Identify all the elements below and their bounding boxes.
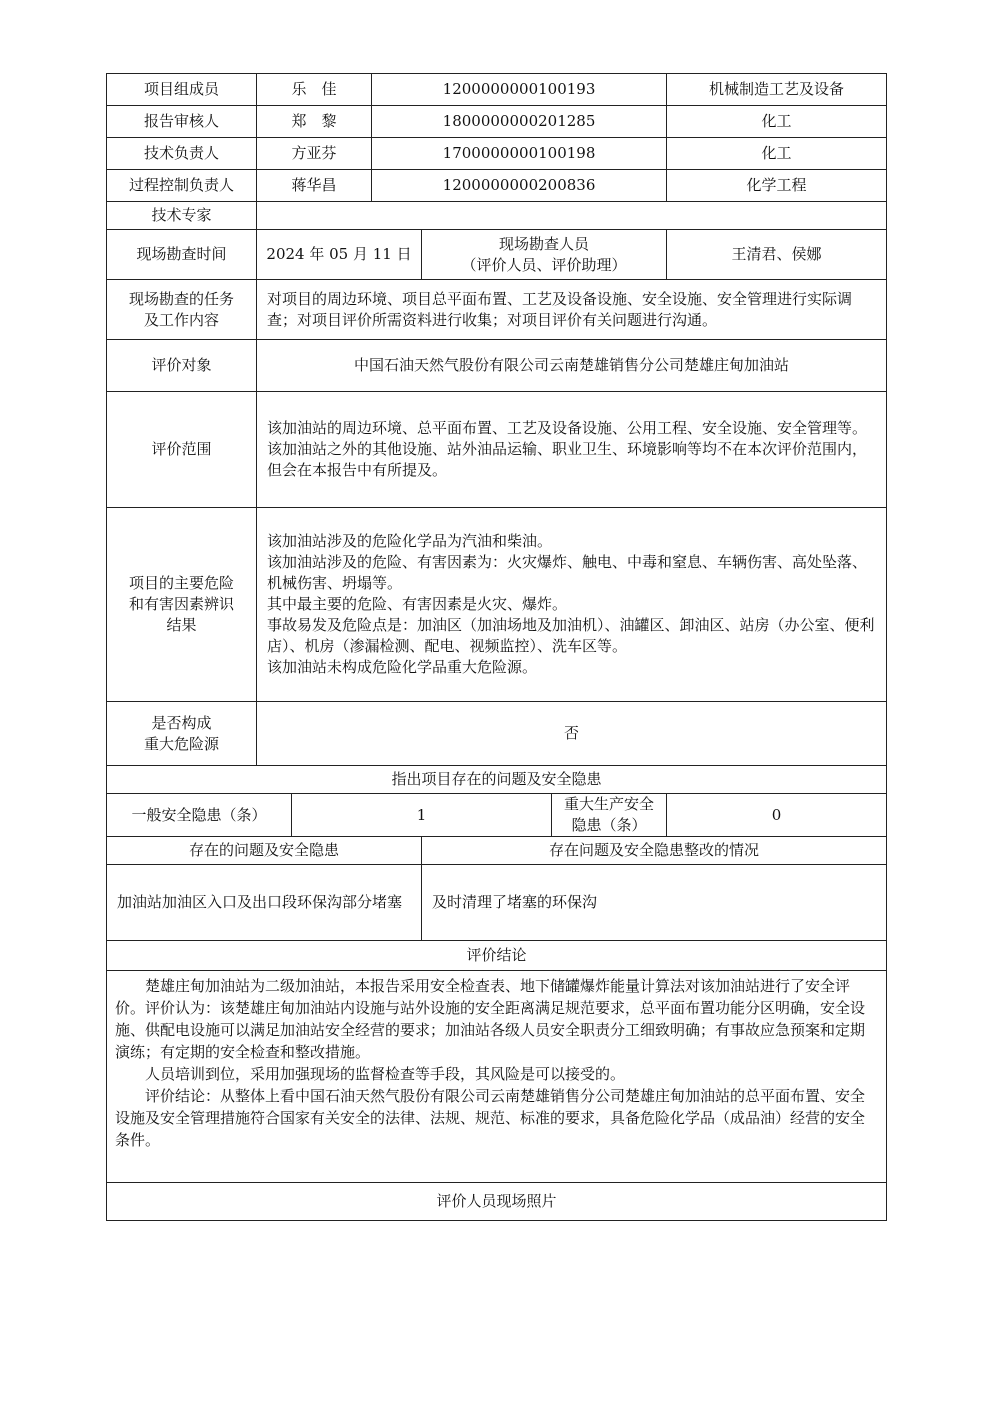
survey-row — [107, 230, 887, 280]
general-hazard-label: 一般安全隐患（条） — [107, 794, 292, 837]
major-hazard-label-line: 是否构成 — [151, 713, 212, 732]
scope-text — [257, 392, 887, 508]
conclusion-paragraph: 人员培训到位，采用加强现场的监督检查等手段，其风险是可以接受的。 — [145, 1065, 626, 1083]
report-table — [106, 73, 887, 1221]
conclusion-paragraph: 楚雄庄甸加油站为二级加油站，本报告采用安全检查表、地下储罐爆炸能量计算法对该加油站进行了安全评价。评价认为：该楚雄庄甸加油站内设施与站外设施的安全距离满足规范要求，总平面布置功能分区明确，安全设施、供配电设施可以满足加油站安全经营的要求；加油站各级人员安全职责分工细致明确；有事故应急预案和定期演练；有定期的安全检查和整改措施。 — [115, 977, 866, 1061]
conclusion-row — [107, 971, 887, 1183]
survey-time-value: 2024 年 05 月 11 日 — [257, 230, 422, 280]
hazards-paragraph: 事故易发及危险点是：加油区（加油场地及加油机）、油罐区、卸油区、站房（办公室、便利店）、机房（渗漏检测、配电、视频监控）、洗车区等。 — [267, 616, 875, 655]
member-row — [107, 170, 887, 202]
major-hazard-label-line: 重大危险源 — [143, 734, 219, 753]
hazards-paragraph: 其中最主要的危险、有害因素是火灾、爆炸。 — [267, 595, 568, 613]
task-text: 对项目的周边环境、项目总平面布置、工艺及设备设施、安全设施、安全管理进行实际调查；对项目评价所需资料进行收集；对项目评价有关问题进行沟通。 — [257, 280, 887, 340]
conclusion-heading-row — [107, 941, 887, 971]
member-major: 机械制造工艺及设备 — [667, 74, 887, 106]
member-role: 报告审核人 — [107, 106, 257, 138]
hazards-label-line: 项目的主要危险 — [128, 574, 234, 592]
evaluation-report-page — [106, 73, 886, 1221]
survey-people-label-line: （评价人员、评价助理） — [461, 255, 627, 274]
task-label-line: 及工作内容 — [143, 310, 219, 329]
task-row — [107, 280, 887, 340]
member-cert: 1200000000100193 — [372, 74, 667, 106]
member-cert: 1200000000200836 — [372, 170, 667, 202]
problem-text: 加油站加油区入口及出口段环保沟部分堵塞 — [107, 865, 422, 941]
problem-column-header: 存在的问题及安全隐患 — [107, 837, 422, 865]
tech-expert-row — [107, 202, 887, 230]
hazards-label — [107, 508, 257, 702]
object-label: 评价对象 — [107, 340, 257, 392]
object-text: 中国石油天然气股份有限公司云南楚雄销售分公司楚雄庄甸加油站 — [257, 340, 887, 392]
fix-column-header: 存在问题及安全隐患整改的情况 — [422, 837, 887, 865]
task-label — [107, 280, 257, 340]
member-row — [107, 74, 887, 106]
survey-people-label-line: 现场勘查人员 — [499, 234, 590, 253]
member-role: 项目组成员 — [107, 74, 257, 106]
scope-paragraph: 该加油站之外的其他设施、站外油品运输、职业卫生、环境影响等均不在本次评价范围内，但会在本报告中有所提及。 — [267, 440, 868, 479]
major-hazard-row — [107, 702, 887, 766]
photos-heading-row — [107, 1183, 887, 1221]
member-name: 方亚芬 — [257, 138, 372, 170]
fix-text: 及时清理了堵塞的环保沟 — [422, 865, 887, 941]
member-row — [107, 106, 887, 138]
member-cert: 1800000000201285 — [372, 106, 667, 138]
major-hazard-count: 0 — [667, 794, 887, 837]
conclusion-heading: 评价结论 — [107, 941, 887, 971]
tech-expert-value — [257, 202, 887, 230]
scope-label: 评价范围 — [107, 392, 257, 508]
hazards-text — [257, 508, 887, 702]
conclusion-paragraph: 评价结论：从整体上看中国石油天然气股份有限公司云南楚雄销售分公司楚雄庄甸加油站的总平面布置、安全设施及安全管理措施符合国家有关安全的法律、法规、规范、标准的要求，具备危险化学品（成品油）经营的安全条件。 — [115, 1087, 866, 1149]
member-cert: 1700000000100198 — [372, 138, 667, 170]
member-major: 化学工程 — [667, 170, 887, 202]
issues-heading: 指出项目存在的问题及安全隐患 — [107, 766, 887, 794]
hazards-label-line: 结果 — [166, 616, 197, 634]
major-hazard-label — [107, 702, 257, 766]
member-name: 蒋华昌 — [257, 170, 372, 202]
scope-row — [107, 392, 887, 508]
hazards-paragraph: 该加油站未构成危险化学品重大危险源。 — [267, 658, 538, 676]
tech-expert-label: 技术专家 — [107, 202, 257, 230]
member-major: 化工 — [667, 138, 887, 170]
survey-people-label — [422, 230, 667, 280]
survey-people-value: 王清君、侯娜 — [667, 230, 887, 280]
major-hazard-value: 否 — [257, 702, 887, 766]
scope-paragraph: 该加油站的周边环境、总平面布置、工艺及设备设施、公用工程、安全设施、安全管理等。 — [267, 419, 868, 437]
survey-time-label: 现场勘查时间 — [107, 230, 257, 280]
hazards-paragraph: 该加油站涉及的危险、有害因素为：火灾爆炸、触电、中毒和窒息、车辆伤害、高处坠落、机械伤害、坍塌等。 — [267, 553, 868, 592]
member-name: 乐 佳 — [257, 74, 372, 106]
member-role: 技术负责人 — [107, 138, 257, 170]
issues-heading-row — [107, 766, 887, 794]
task-label-line: 现场勘查的任务 — [128, 289, 234, 308]
hazards-paragraph: 该加油站涉及的危险化学品为汽油和柴油。 — [267, 532, 553, 550]
hazards-label-line: 和有害因素辨识 — [128, 595, 234, 613]
hazards-row — [107, 508, 887, 702]
major-hazard-count-label: 重大生产安全隐患（条） — [552, 794, 667, 837]
conclusion-text — [107, 971, 887, 1183]
member-major: 化工 — [667, 106, 887, 138]
issue-row — [107, 865, 887, 941]
member-row — [107, 138, 887, 170]
photos-heading: 评价人员现场照片 — [107, 1183, 887, 1221]
general-hazard-count: 1 — [292, 794, 552, 837]
issues-column-row — [107, 837, 887, 865]
member-role: 过程控制负责人 — [107, 170, 257, 202]
member-name: 郑 黎 — [257, 106, 372, 138]
object-row — [107, 340, 887, 392]
issues-count-row — [107, 794, 887, 837]
